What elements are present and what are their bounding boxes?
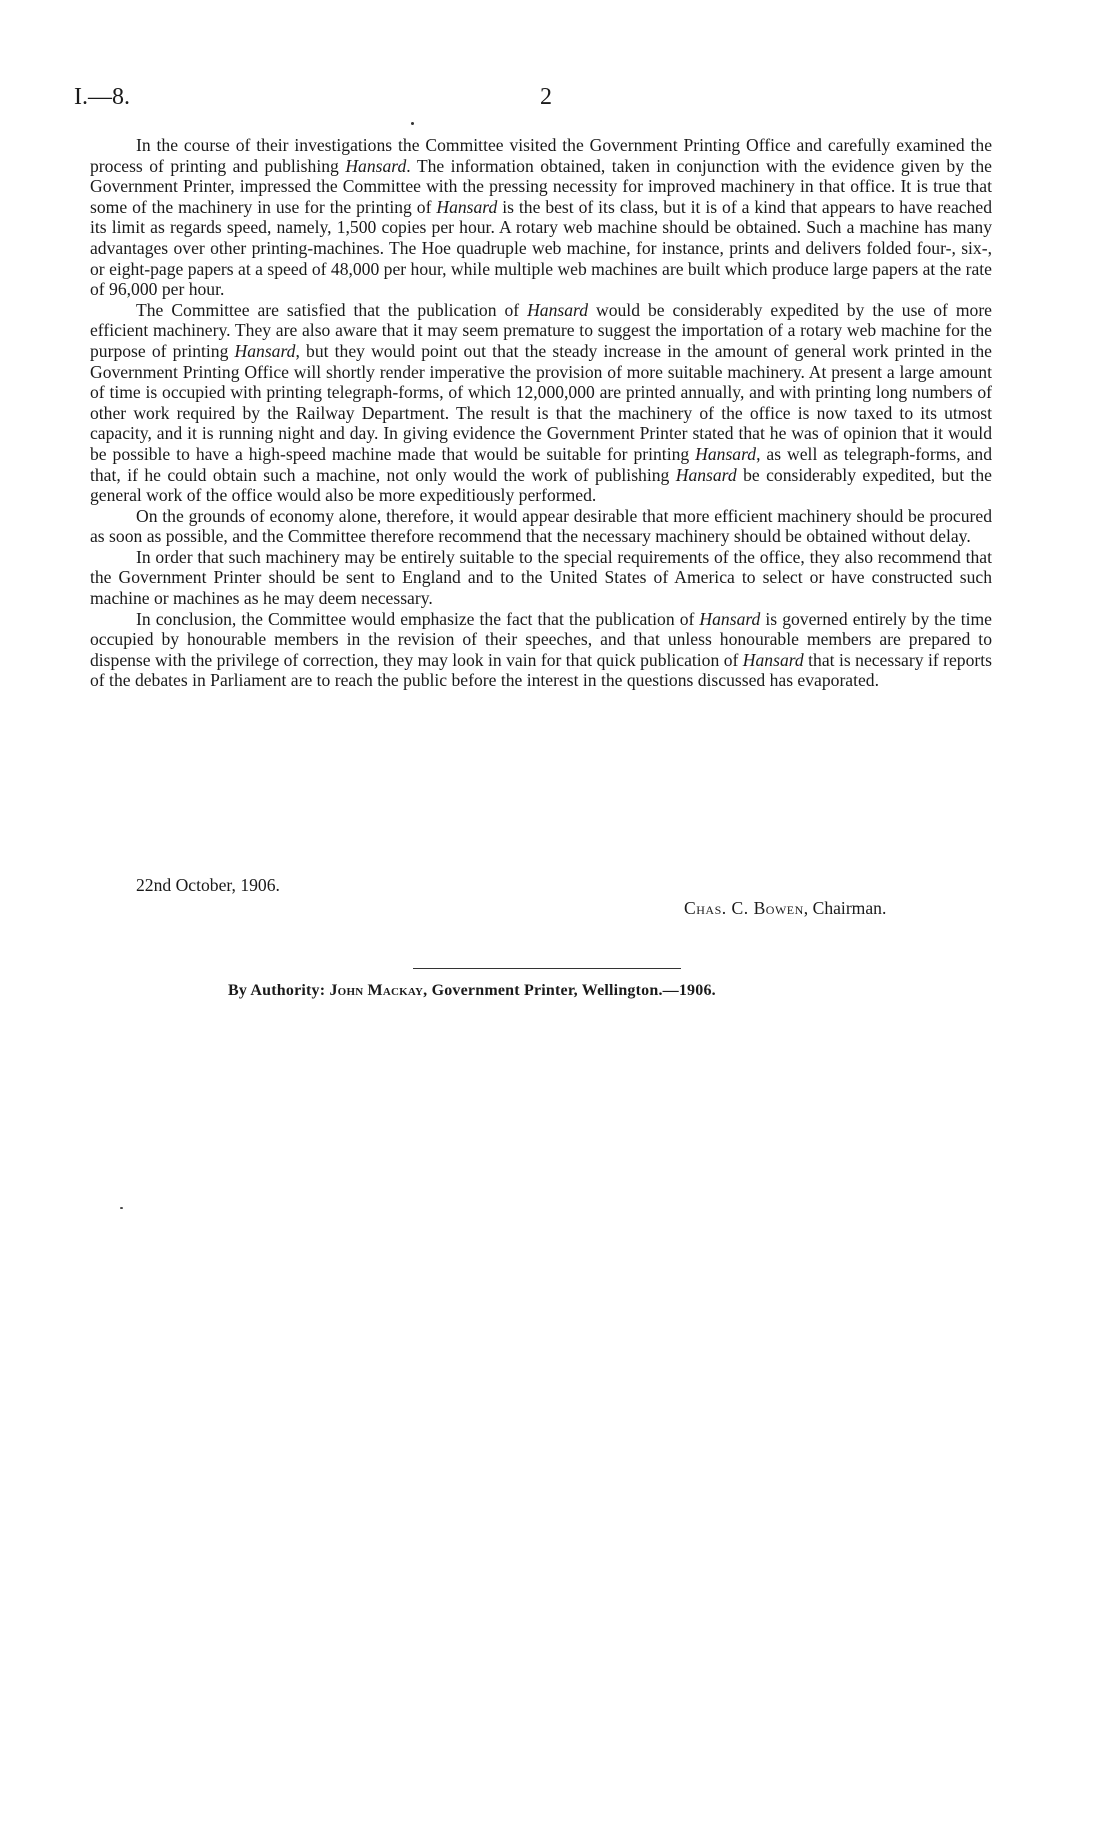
italic-title-run: Hansard	[695, 443, 757, 464]
italic-title-run: Hansard	[436, 196, 498, 217]
printer-name: John Mackay	[329, 982, 424, 999]
text-run: be considerably expedited, but the general work of the office would also be more expeditiously performed.	[90, 464, 992, 506]
text-run: In order that such machinery may be entirely suitable to the special requirements of the office, they also recommend that the Government Printer should be sent to England and to the United States of America to select or have constructed such machine or machines as he may deem necessary.	[90, 546, 992, 609]
report-date: 22nd October, 1906.	[136, 875, 280, 895]
paragraph-economy	[90, 506, 992, 547]
italic-title-run: Hansard	[345, 155, 407, 176]
italic-title-run: Hansard	[699, 608, 761, 629]
text-run: The Committee are satisfied that the publication of	[136, 299, 528, 320]
paragraph-conclusion	[90, 609, 992, 691]
text-run: On the grounds of economy alone, therefore, it would appear desirable that more efficient machinery should be procured as soon as possible, and the Committee therefore recommend that the necessary machinery should be obtained without delay.	[90, 505, 992, 547]
document-reference: I.—8.	[74, 84, 130, 110]
text-run: In the course of their investigations the Committee visited the Government Printing Office and carefully examined the process of printing and publishing	[90, 135, 992, 176]
text-run: , but they would point out that the steady increase in the amount of general work printed in the Government Printing Office will shortly render imperative the provision of more suitable machinery. At present a large amount of time is occupied with printing telegraph-forms, of which 12,000,000 are printed annually, and with printing long numbers of other work required by the Railway Department. The result is that the machinery of the office is now taxed to its utmost capacity, and it is running night and day. In giving evidence the Government Printer stated that he was of opinion that it would be possible to have a high-speed machine made that would be suitable for printing	[90, 340, 992, 464]
imprint-suffix: , Government Printer, Wellington.—1906.	[423, 982, 716, 999]
imprint-prefix: By Authority:	[228, 982, 330, 999]
chairman-title: , Chairman.	[803, 898, 887, 918]
report-body	[90, 135, 992, 691]
italic-title-run: Hansard	[234, 340, 296, 361]
text-run: . The information obtained, taken in conjunction with the evidence given by the Government Printer, impressed the Committee with the pressing necessity for improved machinery in that office. It is true that some of the machinery in use for the printing of	[90, 155, 992, 217]
page-number: 2	[540, 84, 552, 110]
text-run: In conclusion, the Committee would emphasize the fact that the publication of	[136, 608, 700, 629]
chairman-name: Chas. C. Bowen	[684, 898, 804, 918]
text-run: that is necessary if reports of the debates in Parliament are to reach the public before the interest in the questions discussed has evaporated.	[90, 649, 992, 691]
italic-title-run: Hansard	[675, 464, 737, 485]
paragraph-recommendation	[90, 547, 992, 609]
italic-title-run: Hansard	[527, 299, 589, 320]
printer-imprint	[228, 982, 716, 1000]
text-run: is the best of its class, but it is of a kind that appears to have reached its limit as regards speed, namely, 1,500 copies per hour. A rotary web machine should be obtained. Such a machine has many advantages over other printing-machines. The Hoe quadruple web machine, for instance, prints and delivers folded four-, six-, or eight-page papers at a speed of 48,000 per hour, while multiple web machines are built which produce large papers at the rate of 96,000 per hour.	[90, 196, 992, 300]
text-run: would be considerably expedited by the use of more efficient machinery. They are also aware that it may seem premature to suggest the importation of a rotary web machine for the purpose of printing	[90, 299, 992, 361]
paragraph-efficient-machinery	[90, 300, 992, 506]
page-header	[74, 84, 994, 114]
ink-dot	[411, 122, 414, 125]
signature-line	[684, 898, 886, 919]
divider-rule	[413, 968, 681, 969]
text-run: , as well as telegraph-forms, and that, if he could obtain such a machine, not only would the work of publishing	[90, 443, 993, 485]
ink-speck	[120, 1207, 123, 1209]
italic-title-run: Hansard	[742, 649, 804, 670]
text-run: is governed entirely by the time occupied by honourable members in the revision of their speeches, and that unless honourable members are prepared to dispense with the privilege of correction, they may look in vain for that quick publication of	[90, 608, 992, 670]
paragraph-investigation	[90, 135, 992, 300]
